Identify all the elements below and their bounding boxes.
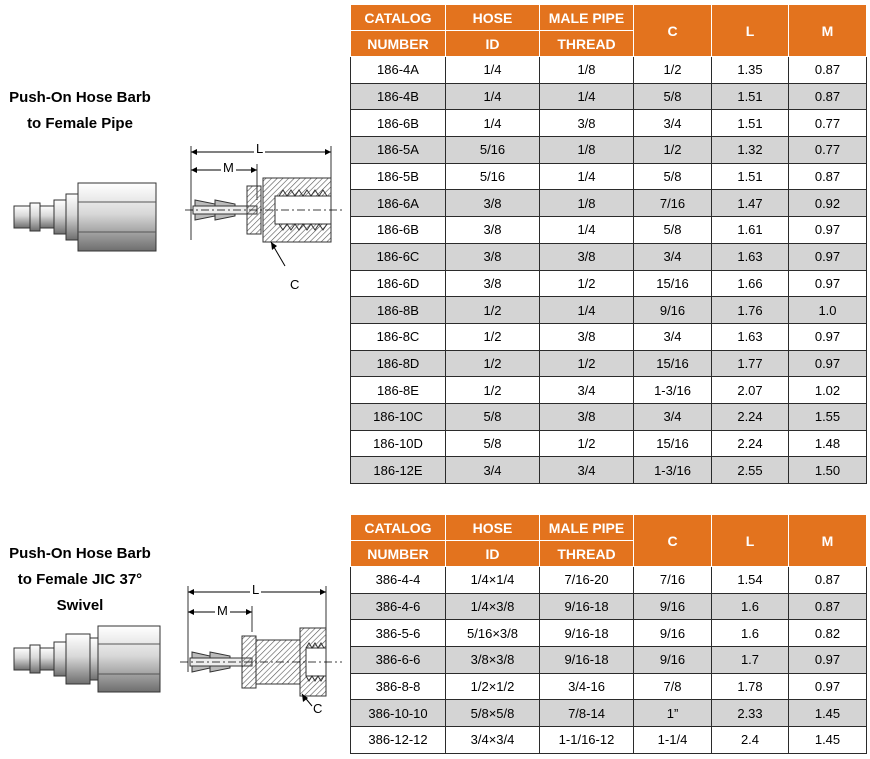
table-cell: 1.02 [789, 377, 867, 404]
table-cell: 9/16-18 [540, 593, 634, 620]
section2-header-number: NUMBER [351, 541, 446, 567]
table-cell: 3/8 [540, 403, 634, 430]
table-cell: 1.50 [789, 457, 867, 484]
section2-dim-M: M [217, 603, 228, 618]
table-cell: 1/4 [446, 83, 540, 110]
table-cell: 186-5B [351, 163, 446, 190]
table-cell: 1.0 [789, 297, 867, 324]
table-cell: 3/4 [634, 323, 712, 350]
table-cell: 0.97 [789, 270, 867, 297]
section1-title-line2: to Female Pipe [27, 115, 133, 132]
table-row [351, 57, 867, 84]
table-cell: 1/2 [446, 297, 540, 324]
table-row [351, 403, 867, 430]
section1-dim-L: L [256, 141, 264, 156]
table-cell: 186-6C [351, 243, 446, 270]
table-cell: 0.87 [789, 57, 867, 84]
table-cell: 0.82 [789, 620, 867, 647]
table-cell: 1.32 [712, 137, 789, 164]
table-cell: 186-12E [351, 457, 446, 484]
table-cell: 186-4A [351, 57, 446, 84]
table-cell: 0.87 [789, 593, 867, 620]
table-cell: 0.97 [789, 217, 867, 244]
table-cell: 1/8 [540, 190, 634, 217]
section2-title-line3: Swivel [56, 597, 104, 614]
table-cell: 386-12-12 [351, 727, 446, 754]
table-cell: 1.6 [712, 620, 789, 647]
table-cell: 1/4 [446, 110, 540, 137]
table-cell: 3/4 [634, 110, 712, 137]
section1-header-number: NUMBER [351, 31, 446, 57]
table-cell: 5/16 [446, 163, 540, 190]
table-cell: 0.97 [789, 647, 867, 674]
table-row [351, 323, 867, 350]
table-cell: 5/8 [634, 217, 712, 244]
table-cell: 186-6A [351, 190, 446, 217]
section1-header-c: C [634, 5, 712, 57]
table-cell: 186-6D [351, 270, 446, 297]
table-cell: 186-8B [351, 297, 446, 324]
table-cell: 186-8C [351, 323, 446, 350]
table-cell: 0.97 [789, 323, 867, 350]
table-cell: 9/16-18 [540, 647, 634, 674]
table-cell: 5/8 [634, 83, 712, 110]
table-cell: 7/16-20 [540, 567, 634, 594]
section1-dim-C: C [290, 277, 300, 292]
table-cell: 3/4 [446, 457, 540, 484]
section1-header-hose: HOSE [446, 5, 540, 31]
table-cell: 3/8 [540, 243, 634, 270]
table-cell: 7/16 [634, 567, 712, 594]
table-cell: 1/2 [540, 270, 634, 297]
table-cell: 1.76 [712, 297, 789, 324]
table-cell: 3/4 [540, 457, 634, 484]
table-cell: 1.55 [789, 403, 867, 430]
section2-header-l: L [712, 515, 789, 567]
table-cell: 9/16 [634, 647, 712, 674]
table-row [351, 430, 867, 457]
table-row [351, 270, 867, 297]
table-cell: 5/16 [446, 137, 540, 164]
table-cell: 0.97 [789, 243, 867, 270]
table-cell: 0.77 [789, 110, 867, 137]
table-cell: 9/16 [634, 593, 712, 620]
table-cell: 386-5-6 [351, 620, 446, 647]
table-cell: 1.63 [712, 323, 789, 350]
table-cell: 386-4-6 [351, 593, 446, 620]
table-cell: 0.97 [789, 350, 867, 377]
section1-header-catalog: CATALOG [351, 5, 446, 31]
table-cell: 3/8 [446, 270, 540, 297]
table-cell: 15/16 [634, 350, 712, 377]
table-cell: 1.61 [712, 217, 789, 244]
table-row [351, 350, 867, 377]
table-cell: 1/4 [540, 163, 634, 190]
table-cell: 3/8 [446, 243, 540, 270]
table-cell: 0.87 [789, 83, 867, 110]
table-cell: 1/4×3/8 [446, 593, 540, 620]
table-cell: 3/8×3/8 [446, 647, 540, 674]
table-cell: 1/8 [540, 57, 634, 84]
table-cell: 386-4-4 [351, 567, 446, 594]
table-row [351, 377, 867, 404]
table-cell: 5/8 [446, 403, 540, 430]
table-cell: 1-1/16-12 [540, 727, 634, 754]
table-cell: 1/8 [540, 137, 634, 164]
section2-title-line2: to Female JIC 37° [17, 571, 143, 588]
table-cell: 186-8D [351, 350, 446, 377]
table-cell: 1-1/4 [634, 727, 712, 754]
table-row [351, 217, 867, 244]
table-row [351, 137, 867, 164]
table-cell: 3/8 [540, 323, 634, 350]
table-cell: 1/4 [540, 217, 634, 244]
table-cell: 2.24 [712, 430, 789, 457]
table-cell: 1/4 [540, 83, 634, 110]
table-row [351, 243, 867, 270]
table-cell: 186-8E [351, 377, 446, 404]
section1-header-male-pipe: MALE PIPE [540, 5, 634, 31]
table-row [351, 190, 867, 217]
table-cell: 1.51 [712, 163, 789, 190]
table-cell: 1/2×1/2 [446, 673, 540, 700]
table-cell: 386-6-6 [351, 647, 446, 674]
table-cell: 1.48 [789, 430, 867, 457]
table-cell: 2.07 [712, 377, 789, 404]
table-cell: 1-3/16 [634, 377, 712, 404]
section2-table-body [351, 567, 867, 754]
table-cell: 1.51 [712, 83, 789, 110]
table-cell: 1.35 [712, 57, 789, 84]
table-cell: 3/8 [446, 190, 540, 217]
table-cell: 5/8 [634, 163, 712, 190]
table-cell: 9/16 [634, 620, 712, 647]
section2-header-thread: THREAD [540, 541, 634, 567]
table-cell: 1.54 [712, 567, 789, 594]
table-cell: 386-10-10 [351, 700, 446, 727]
table-cell: 386-8-8 [351, 673, 446, 700]
table-cell: 1/2 [540, 350, 634, 377]
section1-header-id: ID [446, 31, 540, 57]
table-cell: 3/4×3/4 [446, 727, 540, 754]
table-cell: 186-10C [351, 403, 446, 430]
table-cell: 1/2 [446, 377, 540, 404]
table-cell: 5/8×5/8 [446, 700, 540, 727]
table-row [351, 700, 867, 727]
section1-table [350, 4, 867, 484]
table-cell: 9/16 [634, 297, 712, 324]
table-cell: 5/16×3/8 [446, 620, 540, 647]
table-cell: 15/16 [634, 430, 712, 457]
table-cell: 3/4 [634, 403, 712, 430]
table-row [351, 567, 867, 594]
table-cell: 0.97 [789, 673, 867, 700]
table-cell: 186-6B [351, 110, 446, 137]
table-cell: 186-5A [351, 137, 446, 164]
section1-dim-M: M [223, 160, 234, 175]
table-cell: 0.77 [789, 137, 867, 164]
table-row [351, 83, 867, 110]
section2-header-c: C [634, 515, 712, 567]
section2-table [350, 514, 867, 754]
table-cell: 7/16 [634, 190, 712, 217]
table-cell: 9/16-18 [540, 620, 634, 647]
table-cell: 2.4 [712, 727, 789, 754]
section2-fitting-photo [8, 622, 168, 702]
table-cell: 186-4B [351, 83, 446, 110]
table-cell: 3/4-16 [540, 673, 634, 700]
table-cell: 1/2 [446, 323, 540, 350]
section1-cross-section [185, 140, 345, 300]
table-cell: 1/2 [634, 57, 712, 84]
table-row [351, 647, 867, 674]
table-cell: 5/8 [446, 430, 540, 457]
section2-header-hose: HOSE [446, 515, 540, 541]
table-cell: 1-3/16 [634, 457, 712, 484]
table-cell: 3/4 [540, 377, 634, 404]
table-cell: 1/4 [446, 57, 540, 84]
section2-header-catalog: CATALOG [351, 515, 446, 541]
section2-dim-C: C [313, 701, 323, 716]
section1-header-m: M [789, 5, 867, 57]
section1-table-body [351, 57, 867, 484]
table-cell: 1/4 [540, 297, 634, 324]
table-cell: 1.45 [789, 727, 867, 754]
table-cell: 1.77 [712, 350, 789, 377]
table-row [351, 593, 867, 620]
table-row [351, 727, 867, 754]
table-cell: 1” [634, 700, 712, 727]
section2-title [0, 541, 160, 619]
table-cell: 2.55 [712, 457, 789, 484]
table-row [351, 163, 867, 190]
section2-header-m: M [789, 515, 867, 567]
table-row [351, 297, 867, 324]
table-cell: 1.47 [712, 190, 789, 217]
section2-header-row-top [351, 515, 867, 541]
table-cell: 15/16 [634, 270, 712, 297]
table-cell: 3/8 [540, 110, 634, 137]
table-cell: 1.63 [712, 243, 789, 270]
section1-title [0, 85, 160, 137]
section2-header-male-pipe: MALE PIPE [540, 515, 634, 541]
table-cell: 1.6 [712, 593, 789, 620]
table-row [351, 673, 867, 700]
section1-header-row-top [351, 5, 867, 31]
table-cell: 2.33 [712, 700, 789, 727]
table-cell: 3/4 [634, 243, 712, 270]
section2-title-line1: Push-On Hose Barb [9, 545, 151, 562]
table-cell: 1.7 [712, 647, 789, 674]
table-cell: 1.78 [712, 673, 789, 700]
table-cell: 1/4×1/4 [446, 567, 540, 594]
table-cell: 1/2 [540, 430, 634, 457]
table-row [351, 110, 867, 137]
section1-title-line1: Push-On Hose Barb [9, 89, 151, 106]
section2-header-id: ID [446, 541, 540, 567]
table-cell: 2.24 [712, 403, 789, 430]
section1-header-l: L [712, 5, 789, 57]
table-cell: 1/2 [446, 350, 540, 377]
table-cell: 186-6B [351, 217, 446, 244]
table-cell: 7/8-14 [540, 700, 634, 727]
table-cell: 0.92 [789, 190, 867, 217]
section1-fitting-photo [8, 178, 168, 258]
table-cell: 1.45 [789, 700, 867, 727]
table-row [351, 457, 867, 484]
table-cell: 1.66 [712, 270, 789, 297]
section1-header-thread: THREAD [540, 31, 634, 57]
section2-dim-L: L [252, 582, 260, 597]
table-cell: 186-10D [351, 430, 446, 457]
table-cell: 0.87 [789, 567, 867, 594]
table-cell: 1/2 [634, 137, 712, 164]
table-row [351, 620, 867, 647]
table-cell: 0.87 [789, 163, 867, 190]
table-cell: 3/8 [446, 217, 540, 244]
table-cell: 1.51 [712, 110, 789, 137]
table-cell: 7/8 [634, 673, 712, 700]
